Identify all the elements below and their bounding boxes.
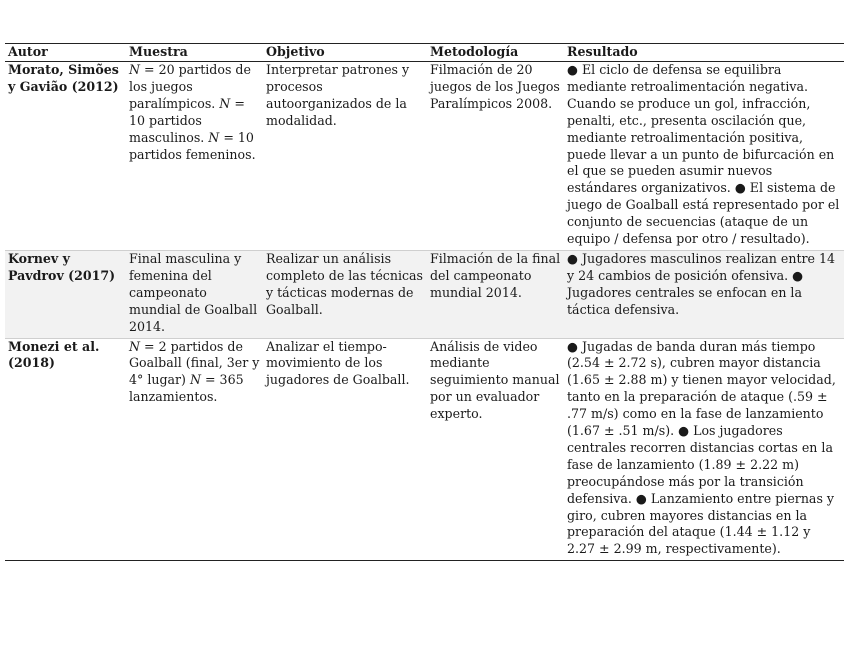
header-muestra: Muestra [126,44,263,62]
header-objetivo: Objetivo [263,44,427,62]
muestra-text: = 10 partidos femeninos. [129,129,256,162]
results-table [5,43,844,561]
cell-autor: Kornev y Pavdrov (2017) [5,250,126,338]
header-metodologia: Metodología [427,44,564,62]
muestra-text: = 2 partidos de Goalball (final, 3er y 4° lugar) [129,338,260,388]
header-autor: Autor [5,44,126,62]
n-symbol: N [129,338,141,354]
n-symbol: N [129,62,141,77]
n-symbol: N [208,129,220,145]
table-header-row [5,44,844,62]
cell-autor: Morato, Simões y Gavião (2012) [8,62,119,94]
muestra-text: Final masculina y femenina del campeonato mundial de Goalball 2014. [129,250,258,334]
cell-muestra [126,62,263,251]
cell-resultado: ● Jugadores masculinos realizan entre 14 y 24 cambios de posición ofensiva. ● Jugadores centrales se enfocan en la táctica defensiva. [564,250,844,338]
cell-autor: Monezi et al. (2018) [5,338,126,561]
table-row [5,250,844,338]
table-row [5,338,844,561]
cell-metodologia: Análisis de video mediante seguimiento manual por un evaluador experto. [427,338,564,561]
n-symbol: N [189,372,201,388]
n-symbol: N [219,95,231,111]
cell-metodologia: Filmación de la final del campeonato mundial 2014. [427,250,564,338]
muestra-text: = 365 lanzamientos. [129,372,244,405]
muestra-text: = 20 partidos de los juegos paralímpicos. [129,62,251,111]
header-resultado: Resultado [564,44,844,62]
cell-objetivo: Analizar el tiempo-movimiento de los jugadores de Goalball. [263,338,427,561]
table-row [5,62,844,251]
cell-resultado: ● Jugadas de banda duran más tiempo (2.54 ± 2.72 s), cubren mayor distancia (1.65 ± 2.88 m) y tienen mayor velocidad, tanto en la preparación de ataque (.59 ± .77 m/s) como en la fase de lanzamiento (1.67 ± .51 m/s). ● Los jugadores centrales recorren distancias cortas en la fase de lanzamiento (1.89 ± 2.22 m) preocupándose más por la transición defensiva. ● Lanzamiento entre piernas y giro, cubren mayores distancias en la preparación del ataque (1.44 ± 1.12 y 2.27 ± 2.99 m, respectivamente). [564,338,844,561]
cell-metodologia: Filmación de 20 juegos de los Juegos Paralímpicos 2008. [430,62,560,111]
cell-muestra [126,250,263,338]
cell-resultado: ● El ciclo de defensa se equilibra mediante retroalimentación negativa. Cuando se produce un gol, infracción, penalti, etc., presenta oscilación que, mediante retroalimentación positiva, puede llevar a un punto de bifurcación en el que se pueden asumir nuevos estándares organizativos. ● El sistema de juego de Goalball está representado por el conjunto de secuencias (ataque de un equipo / defensa por otro / resultado). [567,62,840,247]
cell-muestra [126,338,263,561]
cell-objetivo: Interpretar patrones y procesos autoorganizados de la modalidad. [266,62,410,128]
muestra-text: = 10 partidos masculinos. [129,95,245,145]
cell-objetivo: Realizar un análisis completo de las técnicas y tácticas modernas de Goalball. [263,250,427,338]
